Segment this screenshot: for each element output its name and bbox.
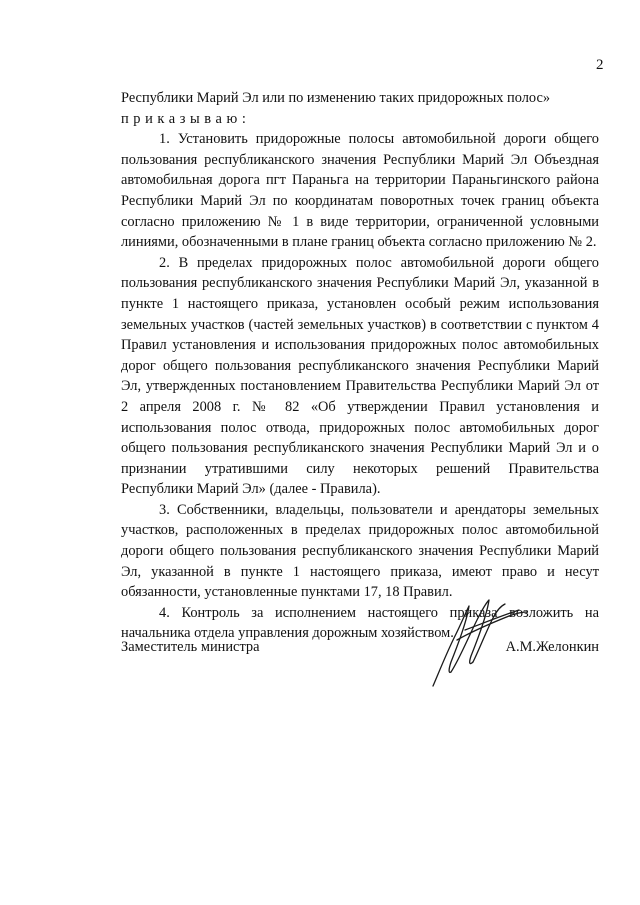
continuation-line: Республики Марий Эл или по изменению таких придорожных полос»	[121, 90, 551, 106]
document-body	[121, 88, 599, 644]
paragraph-2: 2. В пределах придорожных полос автомобильной дороги общего пользования республиканского значения Республики Марий Эл, указанной в пункте 1 настоящего приказа, установлен особый режим использования земельных участков (частей земельных участков) в соответствии с пунктом 4 Правил установления и использования придорожных полос автомобильных дорог общего пользования республиканского значения Республики Марий Эл, утвержденных постановлением Правительства Республики Марий Эл от 2 апреля 2008 г. № 82 «Об утверждении Правил установления и использования полос отвода, придорожных полос автомобильных дорог общего пользования республиканского значения Республики Марий Эл и о признании утратившими силу некоторых решений Правительства Республики Марий Эл» (далее - Правила).	[121, 254, 599, 498]
handwritten-signature	[405, 590, 535, 690]
signatory-title: Заместитель министра	[121, 639, 260, 655]
paragraph-1: 1. Установить придорожные полосы автомобильной дороги общего пользования республиканского значения Республики Марий Эл Объездная автомобильная дорога пгт Параньга на территории Параньгинского района Республики Марий Эл по координатам поворотных точек границ объекта согласно приложению № 1 в виде территории, ограниченной условными линиями, обозначенными в плане границ объекта согласно приложению № 2.	[121, 131, 599, 251]
paragraph-3: 3. Собственники, владельцы, пользователи и арендаторы земельных участков, расположенных в пределах придорожных полос автомобильной дороги общего пользования республиканского значения Республики Марий Эл, указанной в пункте 1 настоящего приказа, имеют право и несут обязанности, установленные пунктами 17, 18 Правил.	[121, 501, 599, 601]
page-number: 2	[596, 57, 604, 73]
order-word: приказываю:	[121, 110, 251, 127]
paragraph-4: 4. Контроль за исполнением настоящего приказа возложить на начальника отдела управления дорожным хозяйством.	[121, 604, 599, 642]
signatory-name: А.М.Желонкин	[505, 639, 599, 655]
